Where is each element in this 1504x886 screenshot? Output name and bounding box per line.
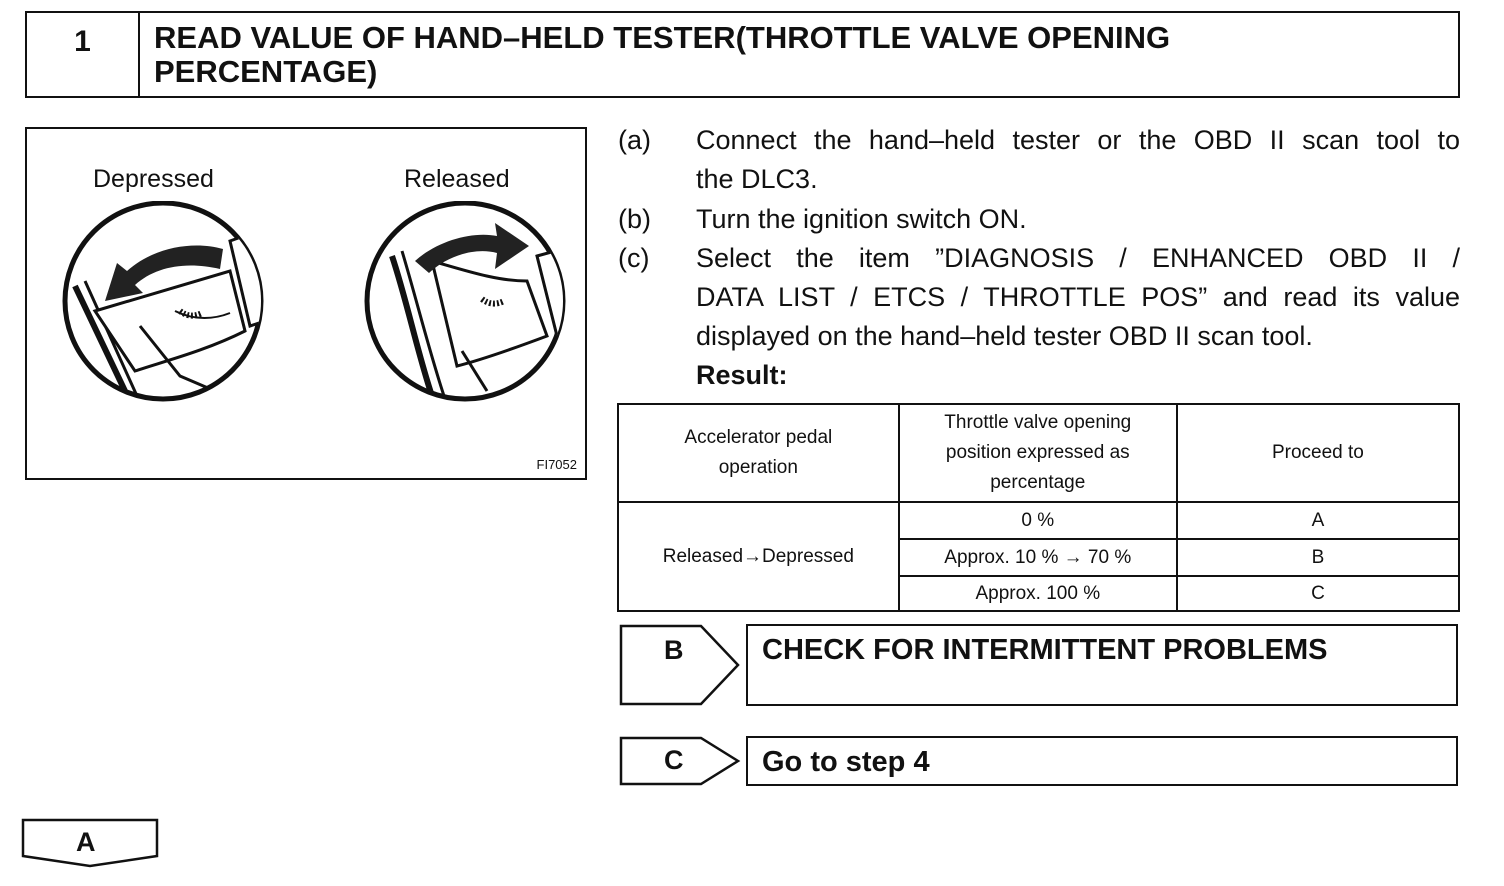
proceed-cell: C [1177, 576, 1459, 611]
result-table [617, 403, 1460, 612]
operation-cell: Released→Depressed [618, 502, 899, 611]
instruction-text: displayed on the hand–held tester OBD II scan tool. [696, 321, 1313, 351]
instruction-text: Turn the ignition switch ON. [696, 204, 1027, 234]
instruction-text: the DLC3. [696, 164, 818, 194]
outcome-b-target [746, 624, 1458, 706]
instruction-b [618, 200, 1460, 240]
figure-label-depressed: Depressed [93, 165, 214, 193]
instruction-text: Connect the hand–held tester or the OBD II scan tool to [696, 125, 1460, 155]
outcome-letter: A [76, 827, 96, 857]
instruction-text: Select the item ”DIAGNOSIS / ENHANCED OBD II / [696, 243, 1460, 273]
instruction-a [618, 121, 1460, 201]
step-title [154, 21, 1444, 89]
instruction-marker: (c) [618, 243, 650, 273]
step-title-line2: PERCENTAGE) [154, 54, 378, 89]
instruction-marker: (a) [618, 125, 651, 155]
pedal-figure [25, 127, 587, 480]
outcome-letter: C [664, 745, 684, 775]
figure-code: FI7052 [536, 457, 577, 472]
proceed-cell: B [1177, 539, 1459, 576]
table-header-row [618, 404, 1459, 502]
outcome-b-tag [619, 624, 741, 706]
instruction-c [618, 239, 1460, 399]
proceed-cell: A [1177, 502, 1459, 539]
value-cell: 0 % [899, 502, 1177, 539]
result-label: Result: [696, 360, 788, 390]
header-throttle-opening: Throttle valve opening position expressed as percentage [899, 404, 1177, 502]
outcome-c-tag [619, 736, 741, 786]
figure-label-released: Released [404, 165, 510, 193]
instruction-marker: (b) [618, 204, 651, 234]
table-row [618, 502, 1459, 539]
outcome-a-tag [21, 818, 159, 868]
outcome-letter: B [664, 635, 684, 665]
step-header [25, 11, 1460, 98]
depressed-pedal-illustration [55, 201, 295, 411]
outcome-c-text: Go to step 4 [762, 746, 930, 778]
released-pedal-illustration [357, 201, 597, 411]
outcome-c-target [746, 736, 1458, 786]
header-proceed-to: Proceed to [1177, 404, 1459, 502]
step-title-line1: READ VALUE OF HAND–HELD TESTER(THROTTLE VALVE OPENING [154, 20, 1171, 55]
header-pedal-operation: Accelerator pedal operation [618, 404, 899, 502]
outcome-b-text: CHECK FOR INTERMITTENT PROBLEMS [762, 634, 1328, 666]
instruction-text: DATA LIST / ETCS / THROTTLE POS” and read its value [696, 282, 1460, 312]
value-cell: Approx. 10 % → 70 % [899, 539, 1177, 576]
step-number: 1 [27, 13, 140, 96]
value-cell: Approx. 100 % [899, 576, 1177, 611]
